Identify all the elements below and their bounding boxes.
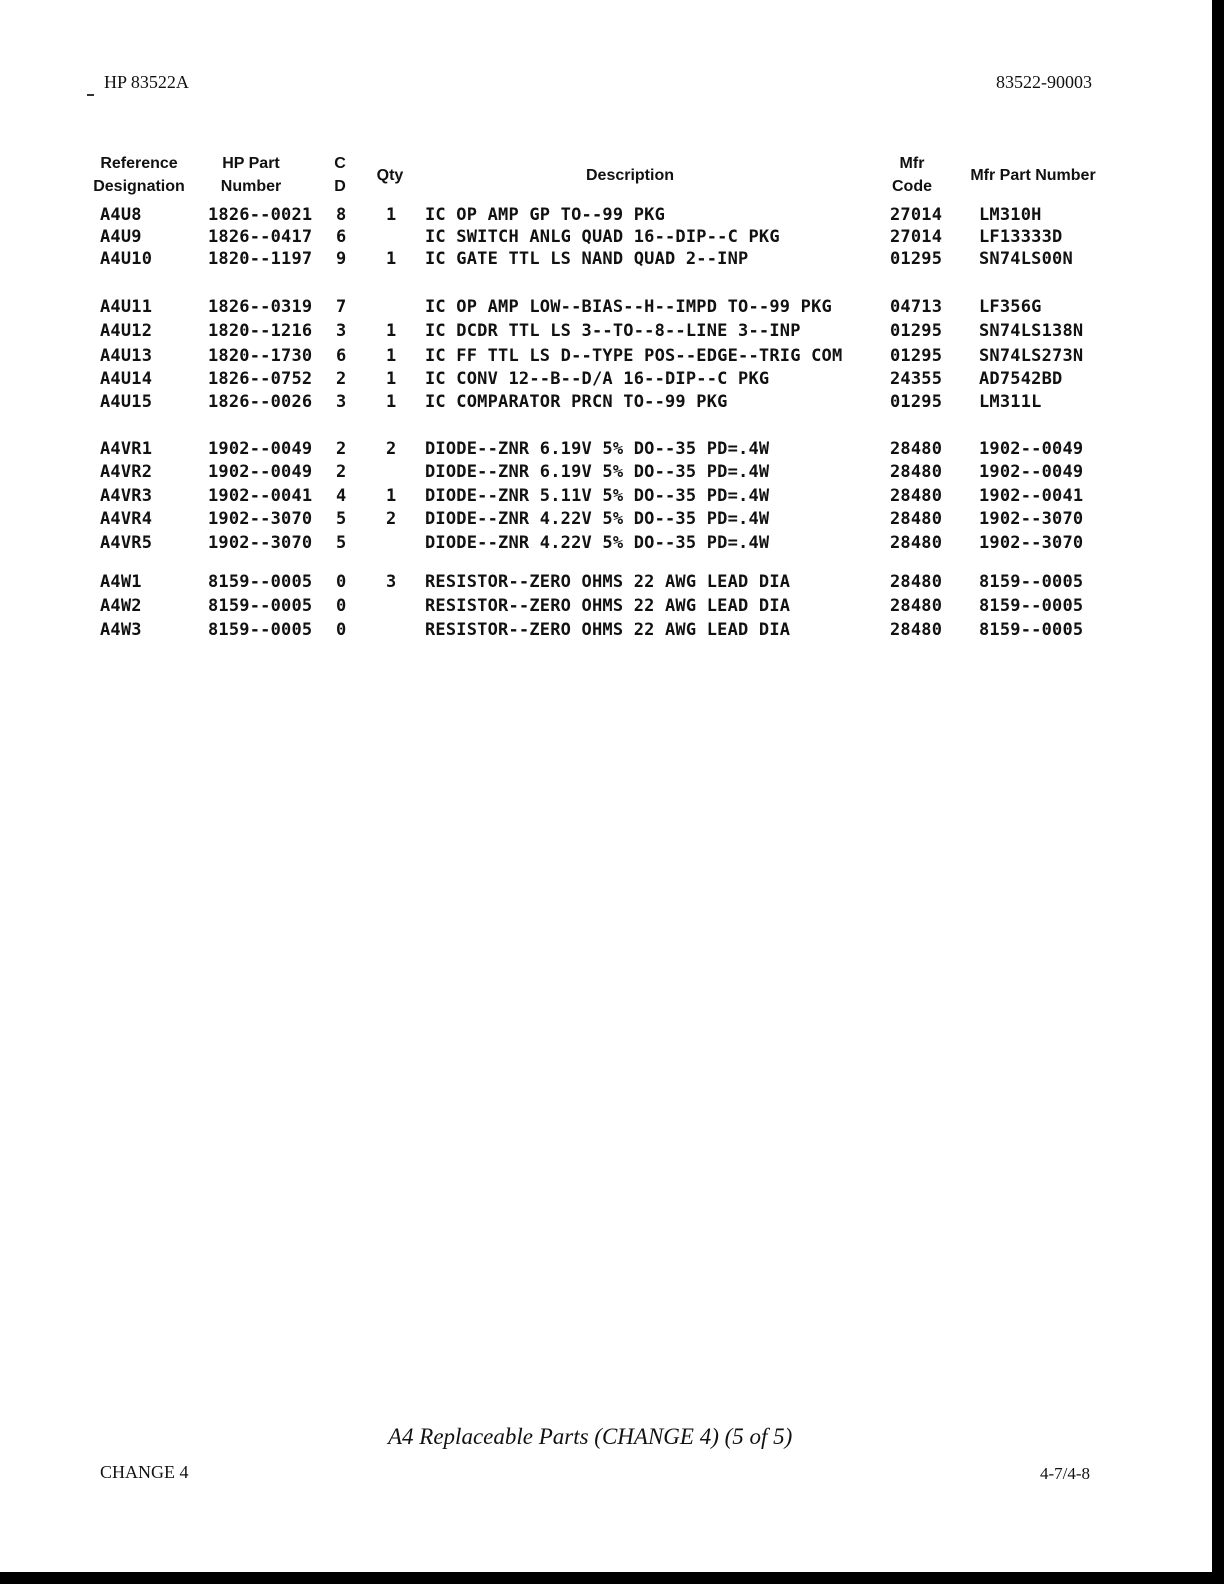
- table-row: [0, 296, 1224, 318]
- scan-mark: [87, 94, 94, 96]
- column-header-description: Description: [585, 167, 674, 184]
- cell-qty: 3: [386, 572, 397, 592]
- cell-cd: 6: [336, 346, 347, 366]
- cell-hp: 8159--0005: [208, 572, 313, 592]
- cell-ref: A4U12: [100, 321, 153, 341]
- footer-title: A4 Replaceable Parts (CHANGE 4) (5 of 5): [388, 1424, 793, 1449]
- cell-hp: 1826--0319: [208, 297, 313, 317]
- scan-edge-bottom: [0, 1572, 1224, 1584]
- cell-ref: A4U14: [100, 369, 153, 389]
- table-row: [0, 320, 1224, 342]
- cell-desc: RESISTOR--ZERO OHMS 22 AWG LEAD DIA: [425, 620, 791, 640]
- cell-cd: 2: [336, 462, 347, 482]
- column-header-mfr-line1: Mfr: [899, 155, 925, 172]
- cell-ref: A4U11: [100, 297, 153, 317]
- cell-mpn: AD7542BD: [979, 369, 1063, 389]
- cell-code: 28480: [890, 533, 943, 553]
- cell-cd: 0: [336, 596, 347, 616]
- table-row: [0, 438, 1224, 460]
- cell-mpn: SN74LS00N: [979, 249, 1073, 269]
- cell-mpn: SN74LS138N: [979, 321, 1084, 341]
- column-header-reference: [86, 152, 192, 198]
- cell-cd: 2: [336, 439, 347, 459]
- cell-ref: A4W2: [100, 596, 142, 616]
- cell-ref: A4VR2: [100, 462, 153, 482]
- cell-mpn: 1902--0041: [979, 486, 1084, 506]
- cell-code: 01295: [890, 392, 943, 412]
- cell-desc: IC DCDR TTL LS 3--TO--8--LINE 3--INP: [425, 321, 801, 341]
- table-row: [0, 461, 1224, 483]
- column-header-reference-line1: Reference: [100, 155, 178, 172]
- cell-qty: 1: [386, 369, 397, 389]
- table-row: [0, 485, 1224, 507]
- cell-ref: A4VR3: [100, 486, 153, 506]
- cell-code: 28480: [890, 509, 943, 529]
- cell-mpn: LM310H: [979, 205, 1042, 225]
- cell-ref: A4U8: [100, 205, 142, 225]
- cell-mpn: SN74LS273N: [979, 346, 1084, 366]
- cell-code: 28480: [890, 439, 943, 459]
- table-row: [0, 532, 1224, 554]
- table-row: [0, 226, 1224, 248]
- footer-change: CHANGE 4: [100, 1462, 189, 1482]
- cell-ref: A4W3: [100, 620, 142, 640]
- cell-desc: RESISTOR--ZERO OHMS 22 AWG LEAD DIA: [425, 572, 791, 592]
- cell-desc: IC OP AMP LOW--BIAS--H--IMPD TO--99 PKG: [425, 297, 832, 317]
- cell-code: 28480: [890, 486, 943, 506]
- cell-code: 01295: [890, 321, 943, 341]
- column-header-reference-line2: Designation: [93, 178, 185, 195]
- scan-edge-right: [1212, 0, 1224, 1584]
- table-row: [0, 204, 1224, 226]
- cell-hp: 1902--0049: [208, 462, 313, 482]
- cell-hp: 1820--1197: [208, 249, 313, 269]
- cell-ref: A4U10: [100, 249, 153, 269]
- cell-desc: IC CONV 12--B--D/A 16--DIP--C PKG: [425, 369, 770, 389]
- cell-desc: IC FF TTL LS D--TYPE POS--EDGE--TRIG COM: [425, 346, 843, 366]
- cell-mpn: 8159--0005: [979, 620, 1084, 640]
- cell-mpn: LM311L: [979, 392, 1042, 412]
- cell-mpn: 1902--3070: [979, 533, 1084, 553]
- cell-hp: 1820--1730: [208, 346, 313, 366]
- cell-code: 01295: [890, 346, 943, 366]
- header-doc-number: 83522-90003: [996, 72, 1092, 92]
- cell-desc: DIODE--ZNR 5.11V 5% DO--35 PD=.4W: [425, 486, 770, 506]
- cell-mpn: 1902--3070: [979, 509, 1084, 529]
- cell-qty: 1: [386, 346, 397, 366]
- cell-code: 24355: [890, 369, 943, 389]
- cell-hp: 1826--0752: [208, 369, 313, 389]
- cell-cd: 2: [336, 369, 347, 389]
- cell-cd: 4: [336, 486, 347, 506]
- cell-code: 04713: [890, 297, 943, 317]
- cell-hp: 8159--0005: [208, 620, 313, 640]
- column-header-hp-line2: Number: [220, 178, 282, 195]
- table-row: [0, 508, 1224, 530]
- cell-cd: 7: [336, 297, 347, 317]
- cell-ref: A4U13: [100, 346, 153, 366]
- cell-mpn: LF13333D: [979, 227, 1063, 247]
- cell-mpn: 1902--0049: [979, 439, 1084, 459]
- cell-ref: A4U15: [100, 392, 153, 412]
- column-header-cd: [330, 152, 350, 198]
- cell-desc: DIODE--ZNR 4.22V 5% DO--35 PD=.4W: [425, 509, 770, 529]
- column-header-mfr-line2: Code: [892, 178, 932, 195]
- cell-hp: 1820--1216: [208, 321, 313, 341]
- table-row: [0, 595, 1224, 617]
- cell-mpn: 8159--0005: [979, 572, 1084, 592]
- cell-mpn: LF356G: [979, 297, 1042, 317]
- column-header-hp-part: [210, 152, 292, 198]
- cell-cd: 5: [336, 533, 347, 553]
- cell-qty: 2: [386, 439, 397, 459]
- cell-hp: 1902--3070: [208, 509, 313, 529]
- cell-desc: IC SWITCH ANLG QUAD 16--DIP--C PKG: [425, 227, 780, 247]
- cell-cd: 3: [336, 321, 347, 341]
- cell-cd: 8: [336, 205, 347, 225]
- cell-code: 28480: [890, 620, 943, 640]
- cell-cd: 5: [336, 509, 347, 529]
- cell-hp: 1826--0021: [208, 205, 313, 225]
- cell-desc: DIODE--ZNR 6.19V 5% DO--35 PD=.4W: [425, 439, 770, 459]
- cell-code: 27014: [890, 227, 943, 247]
- cell-code: 28480: [890, 572, 943, 592]
- cell-qty: 1: [386, 249, 397, 269]
- cell-cd: 9: [336, 249, 347, 269]
- cell-hp: 1902--0041: [208, 486, 313, 506]
- cell-hp: 1902--0049: [208, 439, 313, 459]
- cell-hp: 1826--0417: [208, 227, 313, 247]
- column-header-mfr-code: [880, 152, 944, 198]
- cell-ref: A4VR5: [100, 533, 153, 553]
- column-header-hp-line1: HP Part: [222, 155, 280, 172]
- cell-ref: A4VR1: [100, 439, 153, 459]
- cell-qty: 1: [386, 321, 397, 341]
- cell-ref: A4U9: [100, 227, 142, 247]
- cell-mpn: 1902--0049: [979, 462, 1084, 482]
- column-header-cd-line1: C: [334, 155, 346, 172]
- column-header-qty: Qty: [376, 167, 404, 184]
- cell-qty: 1: [386, 392, 397, 412]
- cell-qty: 2: [386, 509, 397, 529]
- table-row: [0, 345, 1224, 367]
- cell-desc: IC COMPARATOR PRCN TO--99 PKG: [425, 392, 728, 412]
- cell-ref: A4VR4: [100, 509, 153, 529]
- cell-code: 01295: [890, 249, 943, 269]
- cell-desc: DIODE--ZNR 4.22V 5% DO--35 PD=.4W: [425, 533, 770, 553]
- cell-hp: 1902--3070: [208, 533, 313, 553]
- cell-desc: DIODE--ZNR 6.19V 5% DO--35 PD=.4W: [425, 462, 770, 482]
- table-row: [0, 368, 1224, 390]
- cell-ref: A4W1: [100, 572, 142, 592]
- cell-cd: 3: [336, 392, 347, 412]
- cell-desc: RESISTOR--ZERO OHMS 22 AWG LEAD DIA: [425, 596, 791, 616]
- column-header-mfr-part-number: Mfr Part Number: [970, 167, 1096, 184]
- cell-code: 28480: [890, 596, 943, 616]
- cell-code: 27014: [890, 205, 943, 225]
- cell-cd: 0: [336, 572, 347, 592]
- cell-cd: 6: [336, 227, 347, 247]
- table-row: [0, 391, 1224, 413]
- cell-qty: 1: [386, 205, 397, 225]
- cell-mpn: 8159--0005: [979, 596, 1084, 616]
- header-model: HP 83522A: [104, 72, 189, 92]
- cell-cd: 0: [336, 620, 347, 640]
- cell-hp: 1826--0026: [208, 392, 313, 412]
- cell-qty: 1: [386, 486, 397, 506]
- cell-code: 28480: [890, 462, 943, 482]
- cell-desc: IC OP AMP GP TO--99 PKG: [425, 205, 666, 225]
- footer-page-number: 4-7/4-8: [1039, 1464, 1090, 1483]
- cell-desc: IC GATE TTL LS NAND QUAD 2--INP: [425, 249, 749, 269]
- table-row: [0, 248, 1224, 270]
- table-row: [0, 571, 1224, 593]
- column-header-cd-line2: D: [334, 178, 346, 195]
- table-row: [0, 619, 1224, 641]
- cell-hp: 8159--0005: [208, 596, 313, 616]
